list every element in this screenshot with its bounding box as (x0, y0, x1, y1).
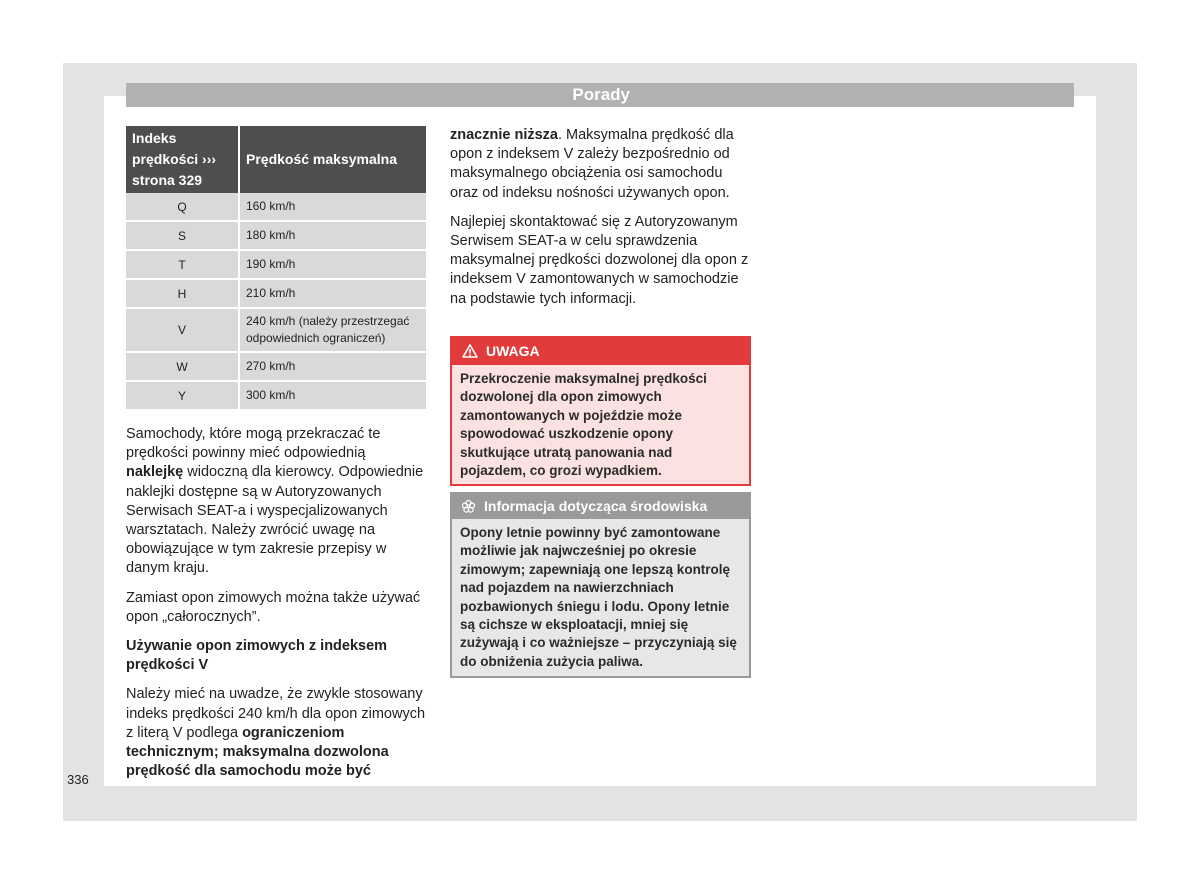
cell-index: Y (126, 382, 240, 411)
section-heading: Używanie opon zimowych z indeksem prędkości V (126, 638, 388, 674)
table-row (126, 280, 426, 309)
page-header (126, 83, 1074, 107)
column-header-index: Indeks prędkości ››› strona 329 (126, 126, 240, 193)
cell-index: V (126, 309, 240, 353)
column-header-speed: Prędkość maksymalna (240, 126, 426, 193)
paragraph-all-season: Zamiast opon zimowych można także używać opon „całorocznych”. (126, 589, 421, 625)
table-row (126, 382, 426, 411)
page-number: 336 (67, 772, 89, 787)
cell-index: W (126, 353, 240, 382)
paragraph-sticker (126, 425, 426, 579)
table-row (126, 222, 426, 251)
bold-text: naklejkę (126, 464, 184, 481)
cell-index: H (126, 280, 240, 309)
text-span: Samochody, które mogą przekraczać te prędkości powinny mieć odpowiednią (126, 426, 381, 462)
paragraph-lower-speed (450, 126, 750, 203)
page-header-title: Porady (572, 85, 630, 104)
warning-title: UWAGA (486, 343, 540, 359)
table-row (126, 309, 426, 353)
environment-header (452, 494, 749, 519)
warning-header (452, 338, 749, 365)
table-row (126, 353, 426, 382)
cell-speed: 160 km/h (240, 193, 426, 222)
cell-speed: 240 km/h (należy przestrzegać odpowiednich ograniczeń) (240, 309, 426, 353)
warning-triangle-icon (462, 344, 478, 358)
cell-index: T (126, 251, 240, 280)
table-row (126, 193, 426, 222)
environment-body: Opony letnie powinny być zamontowane możliwie jak najwcześniej po okresie zimowym; zapewniają one lepszą kontrolę nad pojazdem na nawierzchniach pozbawionych śniegu i lodu. Opony letnie są cichsze w eksploatacji, mniej się zużywają i co ważniejsze – przyczyniają się do obniżenia zużycia paliwa. (460, 525, 737, 669)
cell-speed: 190 km/h (240, 251, 426, 280)
paragraph-contact-service: Najlepiej skontaktować się z Autoryzowanym Serwisem SEAT-a w celu sprawdzenia maksymalnej prędkości dozwolonej dla opon z indeksem V zamontowanych w samochodzie na podstawie tych informacji. (450, 213, 749, 307)
cell-speed: 300 km/h (240, 382, 426, 411)
cell-index: Q (126, 193, 240, 222)
cell-speed: 210 km/h (240, 280, 426, 309)
cell-speed: 180 km/h (240, 222, 426, 251)
cell-index: S (126, 222, 240, 251)
bold-text: ograniczeniom technicznym; maksymalna dozwolona prędkość dla samochodu może być (126, 724, 389, 780)
environment-box (450, 492, 751, 678)
flower-icon (461, 499, 476, 514)
table-row (126, 251, 426, 280)
text-span: widoczną dla kierowcy. Odpowiednie naklejki dostępne są w Autoryzowanych Serwisach SEAT-a i wyspecjalizowanych warsztatach. Należy zwrócić uwagę na obowiązujące w tym zakresie przepisy w danym kraju. (126, 464, 424, 577)
environment-title: Informacja dotycząca środowiska (484, 498, 708, 514)
left-column-text (126, 425, 426, 791)
speed-index-table (126, 126, 426, 411)
paragraph-v-index (126, 685, 426, 781)
cell-speed: 270 km/h (240, 353, 426, 382)
warning-box (450, 336, 751, 486)
bold-text: znacznie niższa (450, 127, 558, 143)
warning-body: Przekroczenie maksymalnej prędkości dozwolonej dla opon zimowych zamontowanych w pojeździe może spowodować uszkodzenie opony skutkujące utratą panowania nad pojazdem, co grozi wypadkiem. (460, 371, 707, 479)
text-span: . Maksymalna prędkość dla opon z indeksem V zależy bezpośrednio od maksymalnego obciążenia osi samochodu oraz od indeksu nośności używanych opon. (450, 127, 734, 201)
right-column-text (450, 126, 750, 319)
table-header-row (126, 126, 426, 193)
text-span: Należy mieć na uwadze, że zwykle stosowany indeks prędkości 240 km/h dla opon zimowych z literą V podlega (126, 686, 426, 741)
